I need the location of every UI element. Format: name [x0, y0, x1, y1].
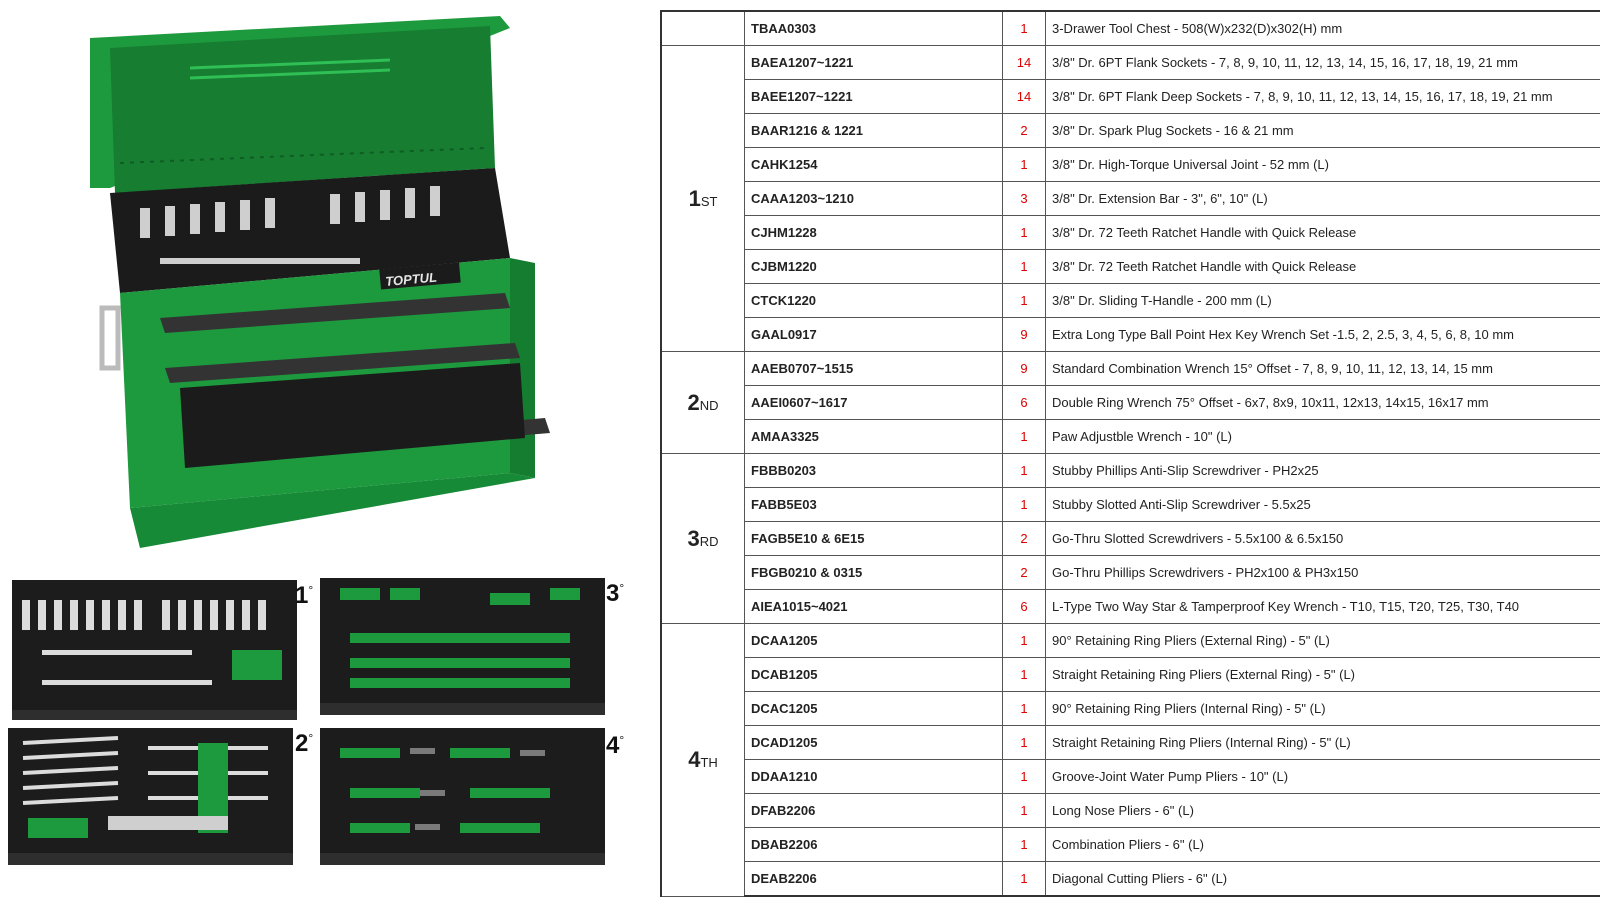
part-qty: 1 — [1003, 726, 1046, 760]
part-code: CTCK1220 — [745, 284, 1003, 318]
tray-1-image — [12, 580, 297, 720]
part-qty: 1 — [1003, 692, 1046, 726]
part-qty: 1 — [1003, 794, 1046, 828]
table-row — [661, 250, 1600, 284]
table-row — [661, 624, 1600, 658]
part-description: L-Type Two Way Star & Tamperproof Key Wrench - T10, T15, T20, T25, T30, T40 — [1046, 590, 1600, 624]
part-description: Combination Pliers - 6" (L) — [1046, 828, 1600, 862]
part-description: Long Nose Pliers - 6" (L) — [1046, 794, 1600, 828]
part-description: Go-Thru Phillips Screwdrivers - PH2x100 & PH3x150 — [1046, 556, 1600, 590]
table-row — [661, 46, 1600, 80]
part-qty: 9 — [1003, 352, 1046, 386]
table-row — [661, 828, 1600, 862]
part-qty: 1 — [1003, 454, 1046, 488]
table-row — [661, 420, 1600, 454]
part-code: DCAA1205 — [745, 624, 1003, 658]
part-description: 3/8" Dr. 72 Teeth Ratchet Handle with Quick Release — [1046, 216, 1600, 250]
part-description: Go-Thru Slotted Screwdrivers - 5.5x100 & 6.5x150 — [1046, 522, 1600, 556]
parts-list — [660, 10, 1600, 897]
table-row — [661, 182, 1600, 216]
tray-2-label: 2° — [295, 730, 314, 757]
table-row — [661, 590, 1600, 624]
drawer-number: 1 — [688, 185, 701, 211]
part-code: BAEA1207~1221 — [745, 46, 1003, 80]
tray-3-image — [320, 578, 605, 718]
drawer-suffix: ND — [699, 397, 719, 413]
table-row — [661, 114, 1600, 148]
part-code: BAAR1216 & 1221 — [745, 114, 1003, 148]
part-code: CJHM1228 — [745, 216, 1003, 250]
part-qty: 1 — [1003, 862, 1046, 897]
part-qty: 1 — [1003, 488, 1046, 522]
part-description: Stubby Phillips Anti-Slip Screwdriver - PH2x25 — [1046, 454, 1600, 488]
part-code: AAEB0707~1515 — [745, 352, 1003, 386]
part-description: 90° Retaining Ring Pliers (Internal Ring) - 5" (L) — [1046, 692, 1600, 726]
part-qty: 1 — [1003, 658, 1046, 692]
table-row — [661, 454, 1600, 488]
tray-1-label: 1° — [295, 582, 314, 609]
table-row — [661, 11, 1600, 46]
table-row — [661, 522, 1600, 556]
part-qty: 1 — [1003, 284, 1046, 318]
part-qty: 1 — [1003, 828, 1046, 862]
part-description: Double Ring Wrench 75° Offset - 6x7, 8x9, 10x11, 12x13, 14x15, 16x17 mm — [1046, 386, 1600, 420]
table-row — [661, 658, 1600, 692]
table-row — [661, 284, 1600, 318]
part-description: Straight Retaining Ring Pliers (External Ring) - 5" (L) — [1046, 658, 1600, 692]
table-row — [661, 318, 1600, 352]
product-images — [0, 0, 650, 898]
parts-table — [660, 10, 1600, 897]
part-qty: 14 — [1003, 80, 1046, 114]
tray-3-label: 3° — [606, 580, 625, 607]
part-code: DFAB2206 — [745, 794, 1003, 828]
part-qty: 14 — [1003, 46, 1046, 80]
part-qty: 6 — [1003, 386, 1046, 420]
drawer-cell — [661, 11, 745, 46]
tray-4-label: 4° — [606, 732, 625, 759]
table-row — [661, 760, 1600, 794]
table-row — [661, 556, 1600, 590]
table-row — [661, 794, 1600, 828]
part-description: Straight Retaining Ring Pliers (Internal Ring) - 5" (L) — [1046, 726, 1600, 760]
part-description: 3/8" Dr. Extension Bar - 3", 6", 10" (L) — [1046, 182, 1600, 216]
part-code: TBAA0303 — [745, 11, 1003, 46]
part-qty: 9 — [1003, 318, 1046, 352]
part-qty: 2 — [1003, 522, 1046, 556]
part-code: BAEE1207~1221 — [745, 80, 1003, 114]
table-row — [661, 80, 1600, 114]
part-qty: 1 — [1003, 760, 1046, 794]
part-code: DCAC1205 — [745, 692, 1003, 726]
drawer-label-1st — [661, 46, 745, 352]
part-description: 3-Drawer Tool Chest - 508(W)x232(D)x302(H) mm — [1046, 11, 1600, 46]
table-row — [661, 862, 1600, 897]
part-description: 3/8" Dr. 6PT Flank Deep Sockets - 7, 8, 9, 10, 11, 12, 13, 14, 15, 16, 17, 18, 19, 21 mm — [1046, 80, 1600, 114]
tool-chest-image — [80, 8, 580, 563]
part-code: GAAL0917 — [745, 318, 1003, 352]
part-code: CJBM1220 — [745, 250, 1003, 284]
part-description: 3/8" Dr. High-Torque Universal Joint - 52 mm (L) — [1046, 148, 1600, 182]
table-row — [661, 352, 1600, 386]
drawer-number: 2 — [687, 389, 700, 415]
part-qty: 1 — [1003, 624, 1046, 658]
drawer-label-2nd — [661, 352, 745, 454]
part-qty: 3 — [1003, 182, 1046, 216]
part-code: DCAB1205 — [745, 658, 1003, 692]
part-code: DBAB2206 — [745, 828, 1003, 862]
part-code: DEAB2206 — [745, 862, 1003, 897]
part-code: FABB5E03 — [745, 488, 1003, 522]
part-qty: 2 — [1003, 556, 1046, 590]
part-code: DDAA1210 — [745, 760, 1003, 794]
drawer-number: 3 — [687, 525, 700, 551]
part-qty: 1 — [1003, 216, 1046, 250]
part-description: Diagonal Cutting Pliers - 6" (L) — [1046, 862, 1600, 897]
table-row — [661, 488, 1600, 522]
part-qty: 1 — [1003, 420, 1046, 454]
drawer-label-3rd — [661, 454, 745, 624]
part-code: CAHK1254 — [745, 148, 1003, 182]
part-description: Stubby Slotted Anti-Slip Screwdriver - 5.5x25 — [1046, 488, 1600, 522]
part-qty: 1 — [1003, 11, 1046, 46]
drawer-suffix: TH — [700, 754, 718, 770]
part-description: Paw Adjustble Wrench - 10" (L) — [1046, 420, 1600, 454]
part-qty: 1 — [1003, 148, 1046, 182]
part-qty: 6 — [1003, 590, 1046, 624]
part-description: 3/8" Dr. Sliding T-Handle - 200 mm (L) — [1046, 284, 1600, 318]
part-code: FBBB0203 — [745, 454, 1003, 488]
part-qty: 2 — [1003, 114, 1046, 148]
part-code: DCAD1205 — [745, 726, 1003, 760]
table-row — [661, 692, 1600, 726]
part-code: FAGB5E10 & 6E15 — [745, 522, 1003, 556]
table-row — [661, 148, 1600, 182]
part-description: 3/8" Dr. 72 Teeth Ratchet Handle with Quick Release — [1046, 250, 1600, 284]
part-description: 3/8" Dr. Spark Plug Sockets - 16 & 21 mm — [1046, 114, 1600, 148]
part-description: Groove-Joint Water Pump Pliers - 10" (L) — [1046, 760, 1600, 794]
drawer-number: 4 — [688, 746, 701, 772]
part-code: AMAA3325 — [745, 420, 1003, 454]
table-row — [661, 216, 1600, 250]
drawer-suffix: RD — [699, 533, 719, 549]
tray-4-image — [320, 728, 605, 868]
brand-logo: TOPTUL — [384, 269, 438, 290]
tray-2-image — [8, 728, 293, 868]
part-description: Extra Long Type Ball Point Hex Key Wrench Set -1.5, 2, 2.5, 3, 4, 5, 6, 8, 10 mm — [1046, 318, 1600, 352]
part-qty: 1 — [1003, 250, 1046, 284]
drawer-label-4th — [661, 624, 745, 897]
table-row — [661, 726, 1600, 760]
part-code: CAAA1203~1210 — [745, 182, 1003, 216]
drawer-suffix: ST — [700, 193, 718, 209]
table-row — [661, 386, 1600, 420]
part-description: Standard Combination Wrench 15° Offset - 7, 8, 9, 10, 11, 12, 13, 14, 15 mm — [1046, 352, 1600, 386]
part-description: 90° Retaining Ring Pliers (External Ring) - 5" (L) — [1046, 624, 1600, 658]
part-code: FBGB0210 & 0315 — [745, 556, 1003, 590]
part-code: AIEA1015~4021 — [745, 590, 1003, 624]
part-description: 3/8" Dr. 6PT Flank Sockets - 7, 8, 9, 10, 11, 12, 13, 14, 15, 16, 17, 18, 19, 21 mm — [1046, 46, 1600, 80]
part-code: AAEI0607~1617 — [745, 386, 1003, 420]
